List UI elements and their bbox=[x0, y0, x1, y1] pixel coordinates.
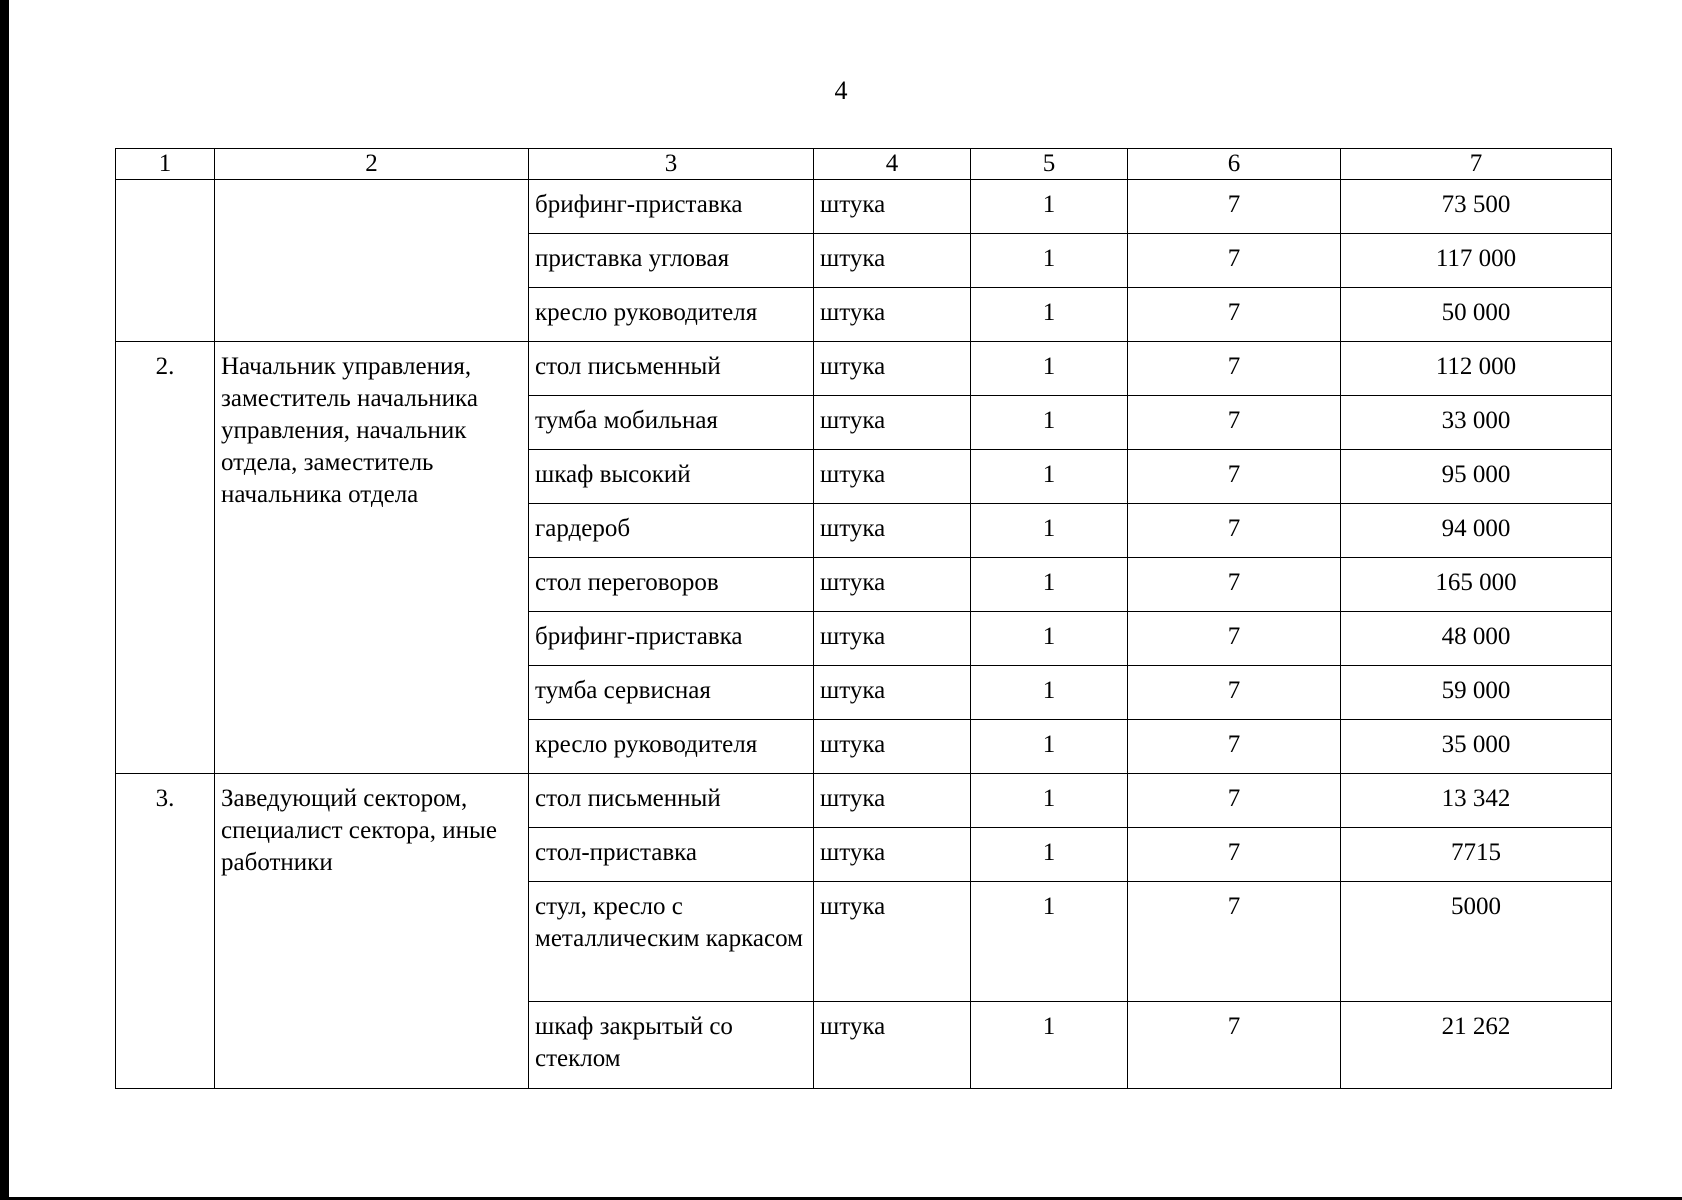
header-col-2: 2 bbox=[215, 149, 529, 180]
item-unit: штука bbox=[814, 720, 971, 774]
item-unit: штука bbox=[814, 828, 971, 882]
item-quantity: 1 bbox=[971, 666, 1128, 720]
item-quantity: 1 bbox=[971, 1002, 1128, 1089]
item-quantity: 1 bbox=[971, 288, 1128, 342]
table-row bbox=[116, 774, 1612, 828]
item-price: 73 500 bbox=[1341, 180, 1612, 234]
item-price: 35 000 bbox=[1341, 720, 1612, 774]
item-price: 95 000 bbox=[1341, 450, 1612, 504]
item-quantity: 1 bbox=[971, 180, 1128, 234]
item-service-years: 7 bbox=[1128, 396, 1341, 450]
scan-edge-left bbox=[0, 0, 9, 1200]
item-service-years: 7 bbox=[1128, 1002, 1341, 1089]
item-service-years: 7 bbox=[1128, 558, 1341, 612]
item-price: 94 000 bbox=[1341, 504, 1612, 558]
header-col-3: 3 bbox=[529, 149, 814, 180]
item-name: стул, кресло с металлическим каркасом bbox=[529, 882, 814, 1002]
item-price: 21 262 bbox=[1341, 1002, 1612, 1089]
item-price: 13 342 bbox=[1341, 774, 1612, 828]
item-name: стол письменный bbox=[529, 342, 814, 396]
item-unit: штука bbox=[814, 450, 971, 504]
item-name: тумба сервисная bbox=[529, 666, 814, 720]
item-name: шкаф закрытый со стеклом bbox=[529, 1002, 814, 1089]
item-unit: штука bbox=[814, 180, 971, 234]
item-unit: штука bbox=[814, 882, 971, 1002]
item-service-years: 7 bbox=[1128, 882, 1341, 1002]
item-quantity: 1 bbox=[971, 882, 1128, 1002]
item-name: стол письменный bbox=[529, 774, 814, 828]
row-number bbox=[116, 180, 215, 342]
item-quantity: 1 bbox=[971, 612, 1128, 666]
item-unit: штука bbox=[814, 504, 971, 558]
item-service-years: 7 bbox=[1128, 450, 1341, 504]
item-unit: штука bbox=[814, 666, 971, 720]
item-unit: штука bbox=[814, 558, 971, 612]
item-service-years: 7 bbox=[1128, 504, 1341, 558]
position-title: Заведующий сектором, специалист сектора, иные работники bbox=[215, 774, 529, 1089]
item-quantity: 1 bbox=[971, 396, 1128, 450]
item-name: гардероб bbox=[529, 504, 814, 558]
item-name: кресло руководителя bbox=[529, 288, 814, 342]
item-service-years: 7 bbox=[1128, 234, 1341, 288]
item-quantity: 1 bbox=[971, 234, 1128, 288]
item-price: 48 000 bbox=[1341, 612, 1612, 666]
item-service-years: 7 bbox=[1128, 828, 1341, 882]
position-title: Начальник управления, заместитель начальника управления, начальник отдела, заместитель начальника отдела bbox=[215, 342, 529, 774]
header-col-7: 7 bbox=[1341, 149, 1612, 180]
item-name: шкаф высокий bbox=[529, 450, 814, 504]
header-col-5: 5 bbox=[971, 149, 1128, 180]
header-row bbox=[116, 149, 1612, 180]
header-col-6: 6 bbox=[1128, 149, 1341, 180]
item-name: приставка угловая bbox=[529, 234, 814, 288]
item-price: 112 000 bbox=[1341, 342, 1612, 396]
position-title bbox=[215, 180, 529, 342]
item-price: 165 000 bbox=[1341, 558, 1612, 612]
table-row bbox=[116, 180, 1612, 234]
item-unit: штука bbox=[814, 612, 971, 666]
item-unit: штука bbox=[814, 234, 971, 288]
page-number: 4 bbox=[834, 76, 848, 105]
item-price: 33 000 bbox=[1341, 396, 1612, 450]
item-name: тумба мобильная bbox=[529, 396, 814, 450]
header-col-1: 1 bbox=[116, 149, 215, 180]
item-unit: штука bbox=[814, 1002, 971, 1089]
item-price: 50 000 bbox=[1341, 288, 1612, 342]
row-number: 3. bbox=[116, 774, 215, 1089]
item-quantity: 1 bbox=[971, 558, 1128, 612]
item-service-years: 7 bbox=[1128, 666, 1341, 720]
item-service-years: 7 bbox=[1128, 720, 1341, 774]
item-quantity: 1 bbox=[971, 828, 1128, 882]
furniture-norms-table bbox=[115, 148, 1612, 1089]
item-quantity: 1 bbox=[971, 774, 1128, 828]
item-service-years: 7 bbox=[1128, 612, 1341, 666]
item-price: 7715 bbox=[1341, 828, 1612, 882]
item-unit: штука bbox=[814, 288, 971, 342]
item-name: брифинг-приставка bbox=[529, 612, 814, 666]
item-price: 5000 bbox=[1341, 882, 1612, 1002]
header-col-4: 4 bbox=[814, 149, 971, 180]
item-quantity: 1 bbox=[971, 720, 1128, 774]
item-service-years: 7 bbox=[1128, 180, 1341, 234]
item-quantity: 1 bbox=[971, 450, 1128, 504]
item-name: брифинг-приставка bbox=[529, 180, 814, 234]
item-unit: штука bbox=[814, 396, 971, 450]
item-quantity: 1 bbox=[971, 342, 1128, 396]
item-service-years: 7 bbox=[1128, 288, 1341, 342]
row-number: 2. bbox=[116, 342, 215, 774]
item-unit: штука bbox=[814, 774, 971, 828]
item-name: кресло руководителя bbox=[529, 720, 814, 774]
table-row bbox=[116, 342, 1612, 396]
item-name: стол переговоров bbox=[529, 558, 814, 612]
item-service-years: 7 bbox=[1128, 342, 1341, 396]
item-unit: штука bbox=[814, 342, 971, 396]
item-service-years: 7 bbox=[1128, 774, 1341, 828]
item-price: 59 000 bbox=[1341, 666, 1612, 720]
item-quantity: 1 bbox=[971, 504, 1128, 558]
item-price: 117 000 bbox=[1341, 234, 1612, 288]
item-name: стол-приставка bbox=[529, 828, 814, 882]
